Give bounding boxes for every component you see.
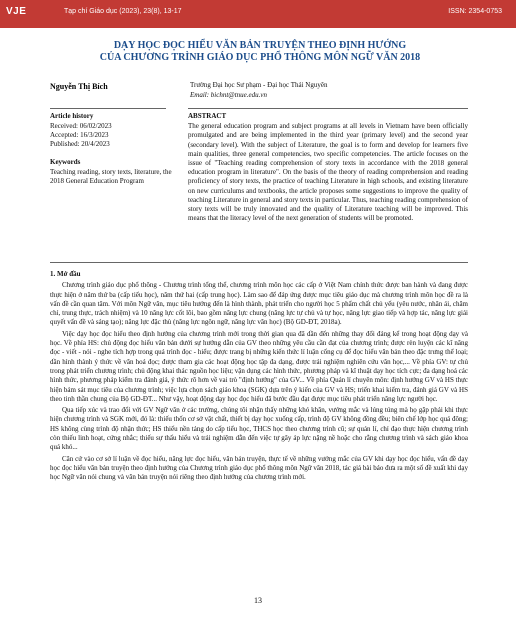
abstract <box>188 112 468 223</box>
published-date: Published: 20/4/2023 <box>50 140 110 148</box>
keywords: Teaching reading, story texts, literature, the 2018 General Education Program <box>50 168 172 185</box>
body-paragraph: Chương trình giáo dục phổ thông - Chương trình tổng thể, chương trình môn học các cấp ở Việt Nam chính thức được ban hành và đang được thực hiện ở năm thứ ba (cấp tiểu học), năm thứ hai (cấp trung học). Làm sao để đáp ứng được mục tiêu giáo dục mà chương trình môn học đề ra là vấn đề cần quan tâm. Với môn Ngữ văn, mục tiêu hướng đến là hình thành, phát triển cho người học 5 phẩm chất chủ yếu (yêu nước, nhân ái, chăm chỉ, trung thực, trách nhiệm) và 10 năng lực cốt lõi, bao gồm năng lực chung (năng lực tự chủ và tự học, năng lực giao tiếp và hợp tác, năng lực giải quyết vấn đề và sáng tạo); năng lực đặc thù (năng lực ngôn ngữ, năng lực văn học) (Bộ GD-ĐT, 2018a). <box>50 281 468 327</box>
article-history-heading: Article history <box>50 112 94 120</box>
article-title-line-2: CỦA CHƯƠNG TRÌNH GIÁO DỤC PHỔ THÔNG MÔN NGỮ VĂN 2018 <box>99 52 421 63</box>
issn: ISSN: 2354-0753 <box>448 8 502 15</box>
page-number: 13 <box>254 596 262 605</box>
keywords-heading: Keywords <box>50 158 81 166</box>
affiliation-text: Trường Đại học Sư phạm - Đại học Thái Nguyên <box>190 81 328 89</box>
article-body <box>50 270 468 485</box>
body-paragraph: Qua tiếp xúc và trao đổi với GV Ngữ văn ở các trường, chúng tôi nhận thấy những khó khăn, vướng mắc và lúng túng mà họ gặp phải khi thực hiện chương trình và SGK mới, đó là: thiếu thốn cơ sở vật chất, thiết bị dạy học xuống cấp, trình độ GV không đồng đều; biên chế lớp học quá đông; HS không cùng trình độ nhận thức; HS thiếu nền tảng do cấp tiểu học, THCS học theo chương trình cũ; sự quản lí, chỉ đạo thực hiện chương trình còn thiếu linh hoạt, cứng nhắc; thiếu sự thấu hiểu và trải nghiệm dẫn đến việc tự gây áp lực nặng nề hoặc cho rằng chương trình và sách giáo khoa quá khó... <box>50 406 468 452</box>
author-email: Email: bichnt@tnue.edu.vn <box>190 91 268 99</box>
section-heading: 1. Mở đầu <box>50 270 81 278</box>
divider <box>188 108 468 109</box>
received-date: Received: 06/02/2023 <box>50 122 112 130</box>
article-info <box>50 112 182 186</box>
journal-logo: VJE <box>6 6 27 17</box>
journal-header-bar <box>0 0 516 28</box>
abstract-text: The general education program and subject programs at all levels in Vietnam have been officially promulgated and are being implemented in the third year (primary level) and the second year (secondary level). With the subject of Literature, the goal is to form and develop for learners five main qualities, three general competencies, two specific competencies. The article focuses on the issue of "Teaching reading comprehension of story texts in accordance with the 2018 general education program in literature". On the basis of the theory of reading comprehension and reading proficiency of story texts, the practice of teaching Literature in high schools, and existing literature on new curriculums and textbooks, the article proposes some suggestions to improve the quality of teaching Literature in general and story texts in particular. Thus, teaching reading comprehension of story texts will be truly innovated and the quality of Literature teaching will be improved. This means that the literacy level of the next generation of students will be promoted. <box>188 122 468 223</box>
accepted-date: Accepted: 16/3/2023 <box>50 131 109 139</box>
article-title-line-1: DẠY HỌC ĐỌC HIỂU VĂN BẢN TRUYỆN THEO ĐỊNH HƯỚNG <box>113 40 407 51</box>
divider <box>50 108 166 109</box>
body-paragraph: Căn cứ vào cơ sở lí luận về đọc hiểu, năng lực đọc hiểu, văn bản truyện, thực tế về những vướng mắc của GV khi dạy học đọc hiểu, vấn đề dạy học đọc hiểu văn bản truyện theo định hướng của Chương trình giáo dục phổ thông môn Ngữ văn 2018, tác giả bài báo đưa ra một số đề xuất khi dạy học Ngữ văn nói chung và văn bản truyện nói riêng theo định hướng của chương trình mới. <box>50 454 468 482</box>
divider <box>50 262 468 263</box>
body-paragraph: Việc dạy học đọc hiểu theo định hướng của chương trình mới trong thời gian qua đã dần đến những thay đổi đáng kể trong hoạt động dạy và học. Về phía HS: chủ động đọc hiểu văn bản dưới sự hướng dẫn của GV theo những yêu cầu cần đạt của chương trình; được rèn luyện các kĩ năng đọc - viết - nói - nghe tích hợp trong quá trình đọc - hiểu; được trang bị những kiến thức lí luận cống cụ để đọc hiểu văn bản theo đặc trưng thể loại; dần hình thành ý thức về văn hoá đọc; được tham gia các hoạt động học tập đa dạng, được trải nghiệm nghiên cứu văn học,... Về phía GV: tự chủ trong phát triển chương trình; chủ động khai thác nguồn học liệu; vận dụng các hình thức, phương pháp và kĩ thuật dạy học tích cực; đa dạng hoá các hình thức, phương pháp kiểm tra đánh giá, ý thức rõ hơn về vai trò "định hướng" của GV... Về phía Quản lí chuyên môn: định hướng GV và HS thực hiện bám sát mục tiêu của chương trình; việc lựa chọn sách giáo khoa (SGK) dựa trên ý kiến của GV và HS; triển khai kiểm tra, đánh giá GV và HS theo tinh thần chung của Bộ GD-ĐT... Như vậy, hoạt động dạy học đọc hiểu đã bước đầu đạt được mục tiêu phát triển năng lực người học. <box>50 329 468 403</box>
journal-citation: Tạp chí Giáo dục (2023), 23(8), 13-17 <box>64 8 182 15</box>
author-affiliation <box>190 80 327 100</box>
author-name: Nguyễn Thị Bích <box>50 82 108 91</box>
abstract-heading: ABSTRACT <box>188 112 227 120</box>
